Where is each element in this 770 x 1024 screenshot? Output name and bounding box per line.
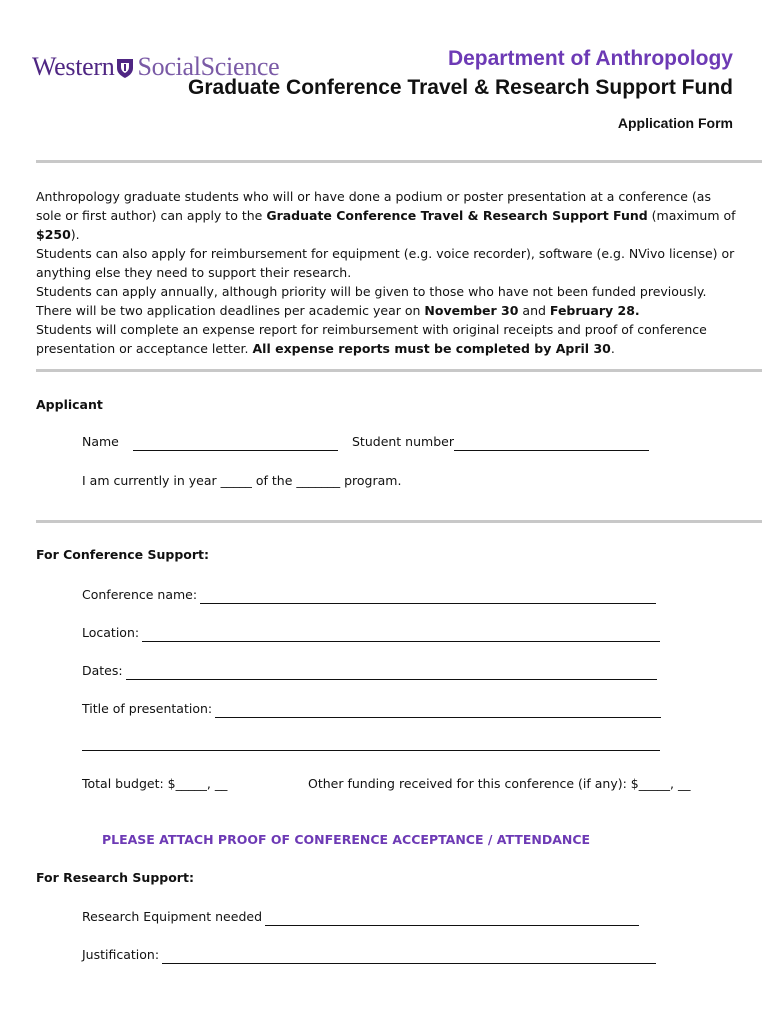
presentation-title-label: Title of presentation: <box>82 701 213 716</box>
divider <box>36 160 762 163</box>
student-number-label: Student number <box>352 434 454 449</box>
intro-paragraph: There will be two application deadlines per academic year on November 30 and February 28. <box>36 303 640 318</box>
research-equipment-input-line[interactable] <box>265 911 639 926</box>
total-budget-field[interactable] <box>82 774 227 793</box>
justification-field[interactable] <box>82 945 656 964</box>
dates-field[interactable] <box>82 661 657 680</box>
location-input-line[interactable] <box>142 627 660 642</box>
intro-paragraph: Students will complete an expense report for reimbursement with original receipts and proof of conference presentation or acceptance letter. All expense reports must be completed by April 30. <box>36 322 707 356</box>
intro-paragraph: Anthropology graduate students who will or have done a podium or poster presentation at a conference (as sole or first author) can apply to the Graduate Conference Travel & Research Support Fund (maximum of $250). <box>36 189 736 242</box>
dates-input-line[interactable] <box>126 665 657 680</box>
justification-input-line[interactable] <box>162 949 656 964</box>
total-budget-label: Total budget: $_____, __ <box>82 776 228 791</box>
presentation-title-field[interactable] <box>82 699 661 718</box>
presentation-title-input-line[interactable] <box>215 703 661 718</box>
divider <box>36 369 762 372</box>
location-label: Location: <box>82 625 140 640</box>
intro-text <box>36 187 736 358</box>
intro-paragraph: Students can also apply for reimbursement for equipment (e.g. voice recorder), software (e.g. NVivo license) or anything else they need to support their research. <box>36 246 735 280</box>
name-input-line[interactable] <box>133 436 338 451</box>
presentation-title-input-line-2[interactable] <box>82 750 660 751</box>
student-number-field[interactable] <box>352 432 649 451</box>
page-title: Graduate Conference Travel & Research Support Fund <box>188 76 733 99</box>
justification-label: Justification: <box>82 947 160 962</box>
conference-name-field[interactable] <box>82 585 656 604</box>
conference-name-label: Conference name: <box>82 587 198 602</box>
dates-label: Dates: <box>82 663 123 678</box>
logo-social-science: SocialScience <box>137 52 280 81</box>
department-name: Department of Anthropology <box>447 47 733 70</box>
conference-heading: For Conference Support: <box>36 547 210 562</box>
year-program-field[interactable] <box>82 471 401 490</box>
applicant-heading: Applicant <box>36 397 103 412</box>
location-field[interactable] <box>82 623 660 642</box>
conference-name-input-line[interactable] <box>200 589 656 604</box>
name-field[interactable] <box>82 432 338 451</box>
name-label: Name <box>82 434 119 449</box>
intro-paragraph: Students can apply annually, although priority will be given to those who have not been funded previously. <box>36 284 707 299</box>
logo-western: Western <box>32 52 115 81</box>
attach-proof-notice: PLEASE ATTACH PROOF OF CONFERENCE ACCEPTANCE / ATTENDANCE <box>101 832 591 847</box>
shield-icon <box>116 58 134 79</box>
form-subtitle: Application Form <box>617 115 733 131</box>
other-funding-field[interactable] <box>308 774 690 793</box>
research-equipment-label: Research Equipment needed <box>82 909 262 924</box>
research-heading: For Research Support: <box>36 870 194 885</box>
research-equipment-field[interactable] <box>82 907 639 926</box>
divider <box>36 520 762 523</box>
year-program-label: I am currently in year _____ of the _______ program. <box>82 473 402 488</box>
student-number-input-line[interactable] <box>454 436 649 451</box>
other-funding-label: Other funding received for this conference (if any): $_____, __ <box>308 776 691 791</box>
